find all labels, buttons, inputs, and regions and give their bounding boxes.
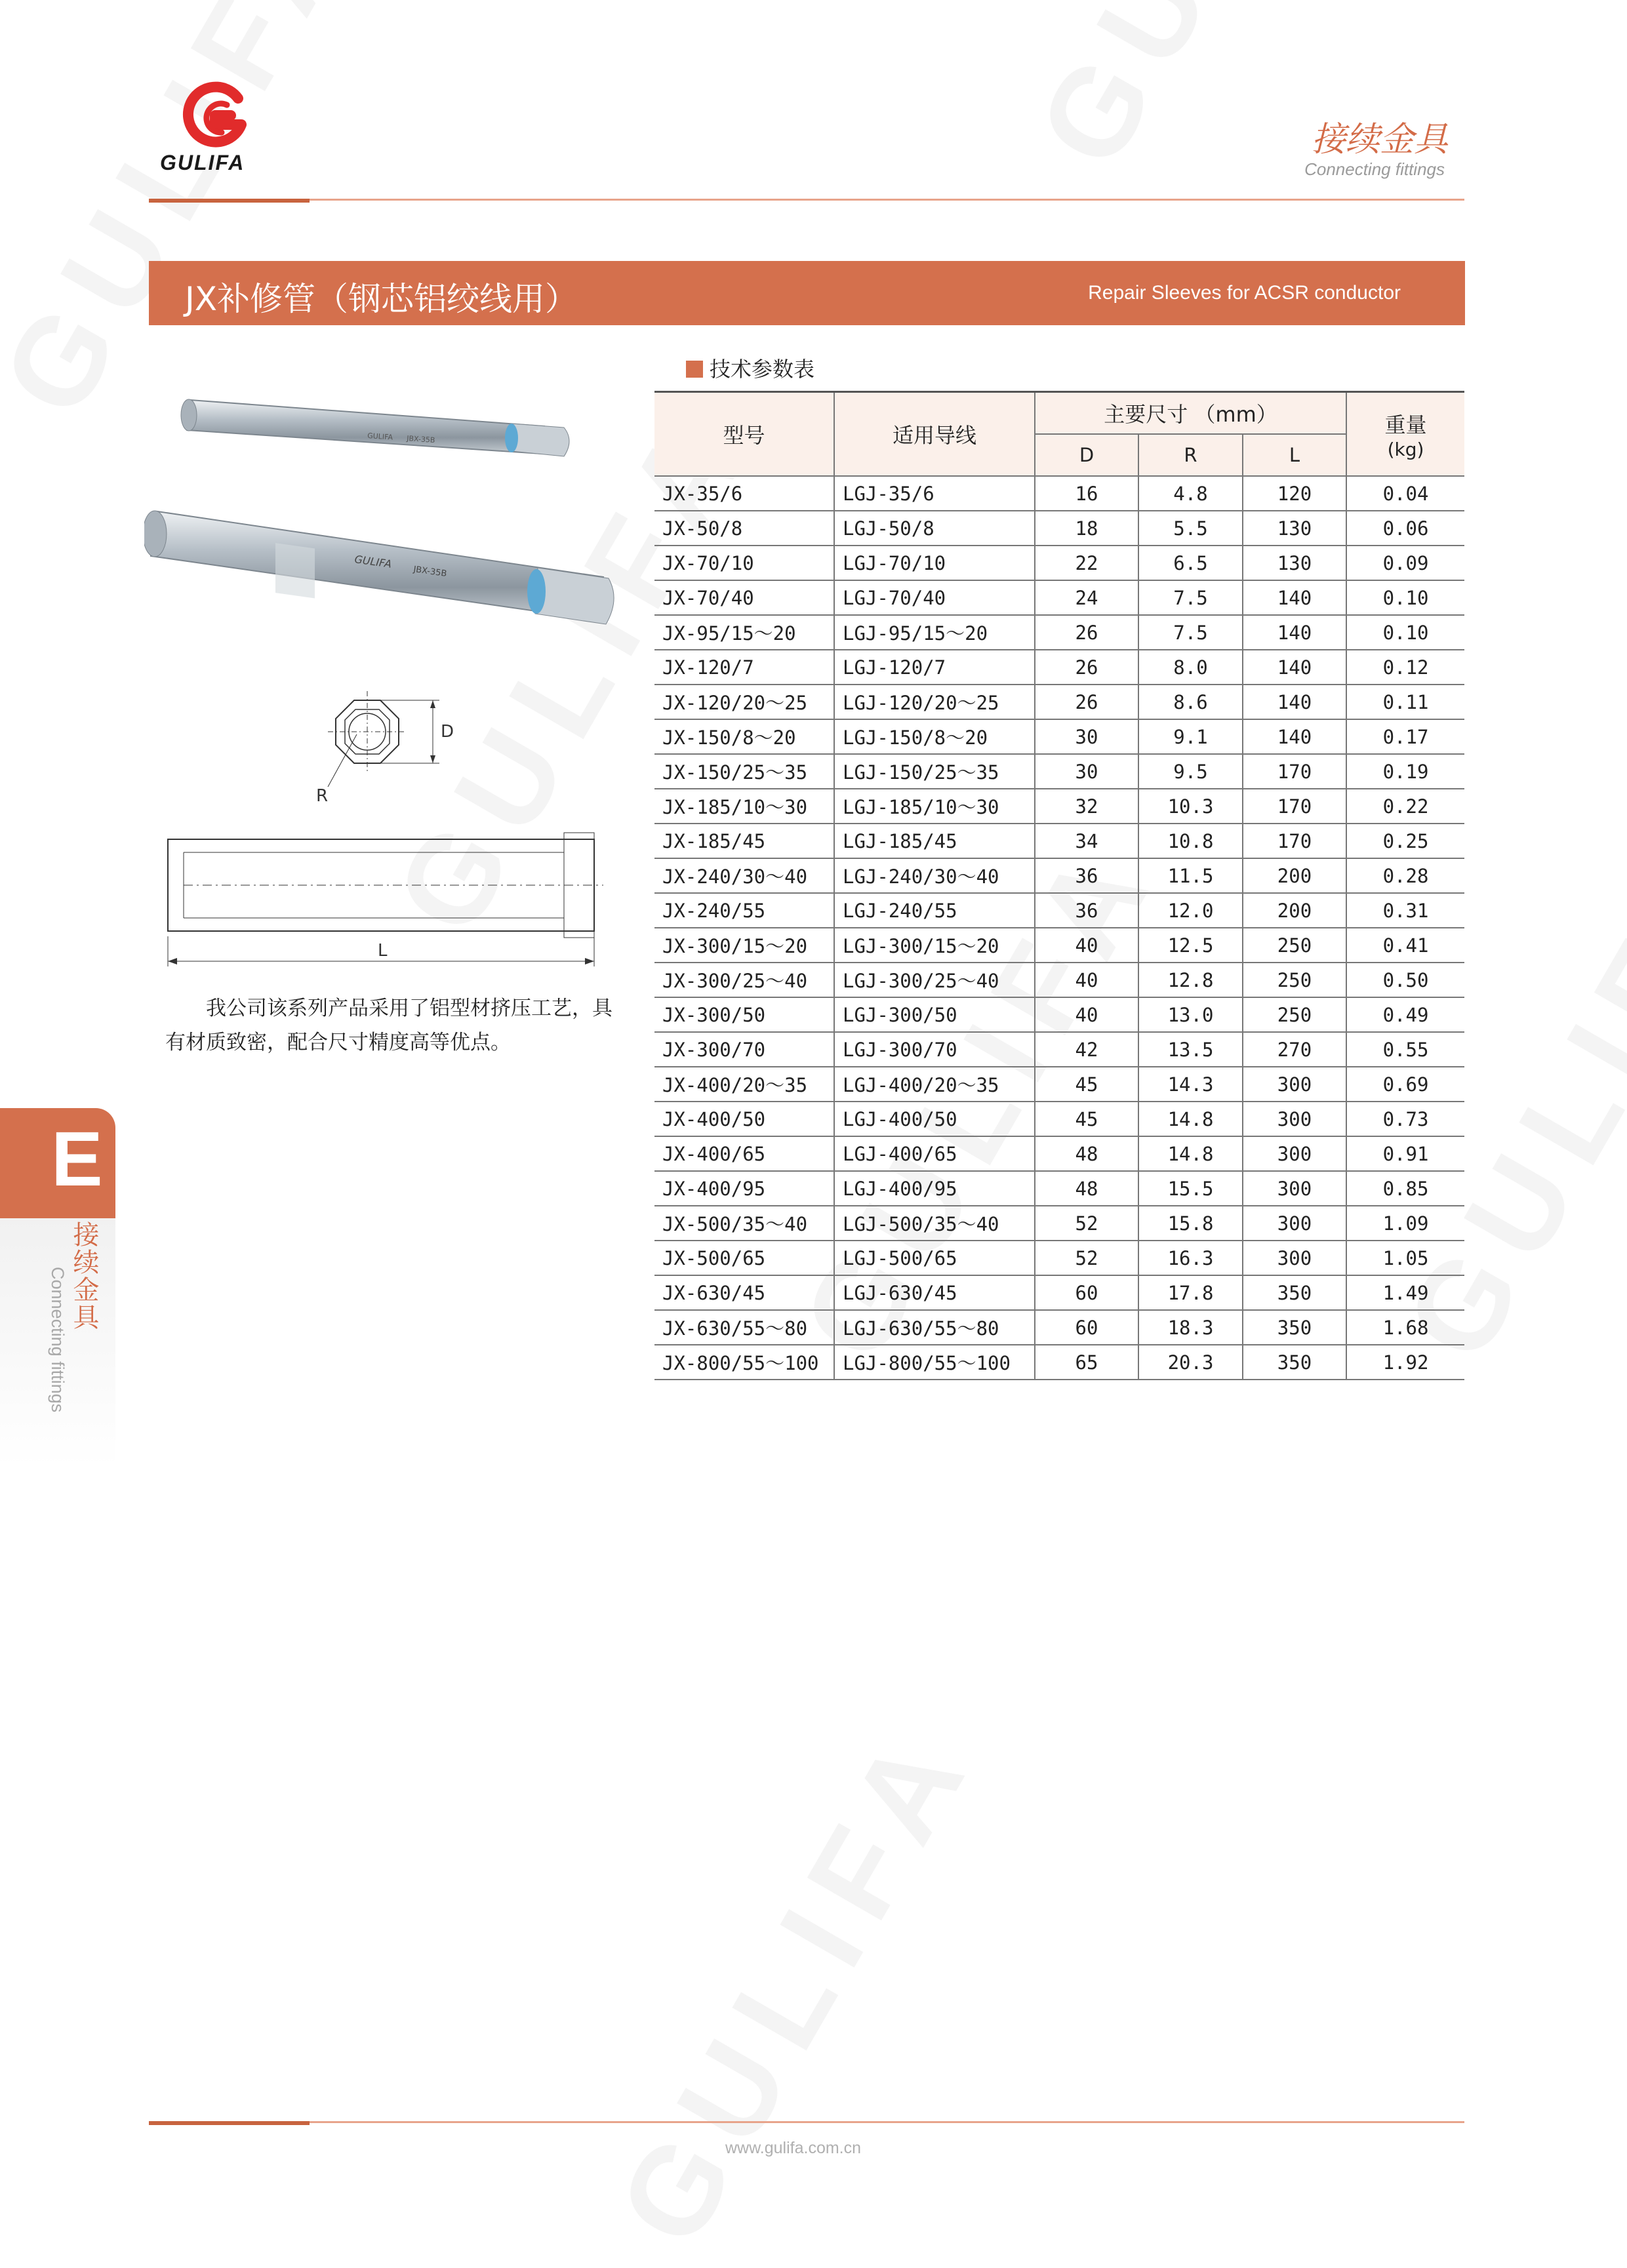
spec-table	[654, 391, 1464, 1380]
cell-model: JX-400/50	[654, 1102, 834, 1136]
cell-r: 13.5	[1138, 1032, 1243, 1067]
cell-conductor: LGJ-630/55～80	[834, 1310, 1035, 1345]
table-row	[654, 1136, 1464, 1171]
cell-conductor: LGJ-300/15～20	[834, 928, 1035, 963]
col-weight-unit: (kg)	[1387, 438, 1424, 460]
header-divider-accent	[149, 199, 310, 203]
table-row	[654, 1206, 1464, 1241]
cell-weight: 1.68	[1346, 1310, 1464, 1345]
col-d: D	[1035, 434, 1138, 476]
cell-r: 11.5	[1138, 858, 1243, 893]
cell-weight: 0.10	[1346, 580, 1464, 615]
cell-d: 60	[1035, 1275, 1138, 1310]
cell-weight: 0.69	[1346, 1067, 1464, 1102]
cell-r: 14.8	[1138, 1102, 1243, 1136]
cell-l: 170	[1243, 789, 1346, 824]
bullet-square-icon	[686, 361, 703, 378]
cell-d: 40	[1035, 928, 1138, 963]
cell-l: 140	[1243, 650, 1346, 685]
side-tab-label-cn: 接续金具	[69, 1221, 99, 1331]
table-row	[654, 1241, 1464, 1275]
cell-l: 300	[1243, 1102, 1346, 1136]
cell-d: 16	[1035, 476, 1138, 511]
cell-conductor: LGJ-70/10	[834, 546, 1035, 580]
cell-model: JX-400/65	[654, 1136, 834, 1171]
cell-weight: 0.17	[1346, 719, 1464, 754]
cell-l: 300	[1243, 1206, 1346, 1241]
cell-d: 30	[1035, 719, 1138, 754]
cell-weight: 0.49	[1346, 997, 1464, 1032]
table-row	[654, 650, 1464, 685]
cell-r: 9.5	[1138, 754, 1243, 789]
cell-r: 12.5	[1138, 928, 1243, 963]
cell-l: 350	[1243, 1275, 1346, 1310]
cell-l: 140	[1243, 615, 1346, 650]
cell-r: 14.3	[1138, 1067, 1243, 1102]
table-row	[654, 546, 1464, 580]
table-title-text: 技术参数表	[710, 357, 815, 382]
side-tab-letter: E	[51, 1116, 103, 1203]
cell-model: JX-800/55～100	[654, 1345, 834, 1380]
cell-r: 12.0	[1138, 893, 1243, 928]
cell-weight: 0.41	[1346, 928, 1464, 963]
cell-d: 36	[1035, 858, 1138, 893]
table-row	[654, 685, 1464, 719]
product-label: GULIFA	[367, 431, 393, 442]
cell-d: 65	[1035, 1345, 1138, 1380]
cell-l: 140	[1243, 580, 1346, 615]
cell-model: JX-630/55～80	[654, 1310, 834, 1345]
cell-weight: 0.85	[1346, 1171, 1464, 1206]
cell-r: 4.8	[1138, 476, 1243, 511]
cell-conductor: LGJ-800/55～100	[834, 1345, 1035, 1380]
section-subtitle: Connecting fittings	[1304, 159, 1445, 179]
cell-l: 300	[1243, 1136, 1346, 1171]
cell-d: 26	[1035, 650, 1138, 685]
cell-conductor: LGJ-95/15～20	[834, 615, 1035, 650]
cell-model: JX-150/8～20	[654, 719, 834, 754]
cell-r: 5.5	[1138, 511, 1243, 546]
cell-model: JX-70/40	[654, 580, 834, 615]
table-row	[654, 858, 1464, 893]
watermark	[0, 0, 385, 439]
cell-conductor: LGJ-300/25～40	[834, 963, 1035, 997]
col-weight	[1346, 392, 1464, 477]
cell-conductor: LGJ-630/45	[834, 1275, 1035, 1310]
cell-conductor: LGJ-185/10～30	[834, 789, 1035, 824]
cell-conductor: LGJ-500/35～40	[834, 1206, 1035, 1241]
cell-l: 120	[1243, 476, 1346, 511]
cell-l: 170	[1243, 824, 1346, 858]
cell-r: 16.3	[1138, 1241, 1243, 1275]
cell-model: JX-120/7	[654, 650, 834, 685]
cell-d: 52	[1035, 1206, 1138, 1241]
cross-section-diagram	[302, 688, 459, 820]
footer-divider	[149, 2121, 1464, 2123]
cell-l: 200	[1243, 893, 1346, 928]
cell-d: 22	[1035, 546, 1138, 580]
watermark	[590, 1699, 1001, 2268]
cell-r: 18.3	[1138, 1310, 1243, 1345]
cell-l: 250	[1243, 963, 1346, 997]
cell-conductor: LGJ-300/50	[834, 997, 1035, 1032]
section-title: 接续金具	[1311, 120, 1448, 159]
cell-model: JX-500/35～40	[654, 1206, 834, 1241]
cell-conductor: LGJ-400/20～35	[834, 1067, 1035, 1102]
cell-model: JX-630/45	[654, 1275, 834, 1310]
cell-weight: 0.91	[1346, 1136, 1464, 1171]
cell-model: JX-150/25～35	[654, 754, 834, 789]
cell-r: 12.8	[1138, 963, 1243, 997]
cell-weight: 0.50	[1346, 963, 1464, 997]
cell-r: 9.1	[1138, 719, 1243, 754]
cell-conductor: LGJ-35/6	[834, 476, 1035, 511]
cell-l: 200	[1243, 858, 1346, 893]
table-row	[654, 1345, 1464, 1380]
cell-d: 36	[1035, 893, 1138, 928]
cell-r: 15.8	[1138, 1206, 1243, 1241]
table-row	[654, 719, 1464, 754]
product-code: JBX-35B	[406, 434, 435, 445]
cell-weight: 0.28	[1346, 858, 1464, 893]
cell-l: 300	[1243, 1241, 1346, 1275]
product-description: 我公司该系列产品采用了铝型材挤压工艺，具有材质致密，配合尺寸精度高等优点。	[165, 997, 613, 1054]
cell-d: 40	[1035, 963, 1138, 997]
table-row	[654, 1032, 1464, 1067]
cell-r: 13.0	[1138, 997, 1243, 1032]
cell-d: 45	[1035, 1102, 1138, 1136]
cell-model: JX-35/6	[654, 476, 834, 511]
cell-model: JX-300/50	[654, 997, 834, 1032]
product-code: JBX-35B	[412, 565, 448, 580]
cell-r: 10.3	[1138, 789, 1243, 824]
cell-l: 130	[1243, 511, 1346, 546]
cell-r: 17.8	[1138, 1275, 1243, 1310]
cell-l: 350	[1243, 1345, 1346, 1380]
cell-model: JX-400/95	[654, 1171, 834, 1206]
cell-conductor: LGJ-240/30～40	[834, 858, 1035, 893]
cell-conductor: LGJ-120/20～25	[834, 685, 1035, 719]
spec-table-body	[654, 476, 1464, 1380]
table-row	[654, 615, 1464, 650]
cell-r: 14.8	[1138, 1136, 1243, 1171]
label-l: L	[378, 941, 388, 961]
brand-name: GULIFA	[160, 151, 245, 174]
cell-conductor: LGJ-400/95	[834, 1171, 1035, 1206]
cell-r: 8.6	[1138, 685, 1243, 719]
table-row	[654, 997, 1464, 1032]
cell-model: JX-400/20～35	[654, 1067, 834, 1102]
cell-d: 26	[1035, 615, 1138, 650]
cell-d: 26	[1035, 685, 1138, 719]
table-row	[654, 1275, 1464, 1310]
label-d: D	[441, 722, 454, 742]
cell-d: 48	[1035, 1136, 1138, 1171]
table-row	[654, 754, 1464, 789]
cell-l: 350	[1243, 1310, 1346, 1345]
side-tab-label-en: Connecting fittings	[48, 1267, 68, 1413]
cell-conductor: LGJ-240/55	[834, 893, 1035, 928]
cell-d: 42	[1035, 1032, 1138, 1067]
cell-d: 24	[1035, 580, 1138, 615]
cell-model: JX-500/65	[654, 1241, 834, 1275]
cell-weight: 0.10	[1346, 615, 1464, 650]
table-row	[654, 1102, 1464, 1136]
cell-l: 250	[1243, 997, 1346, 1032]
col-model: 型号	[654, 392, 834, 477]
cell-l: 140	[1243, 719, 1346, 754]
cell-l: 170	[1243, 754, 1346, 789]
cell-d: 48	[1035, 1171, 1138, 1206]
header-divider	[149, 199, 1464, 201]
cell-weight: 1.09	[1346, 1206, 1464, 1241]
cell-model: JX-185/10～30	[654, 789, 834, 824]
cell-weight: 0.22	[1346, 789, 1464, 824]
product-label: GULIFA	[353, 553, 393, 570]
cell-d: 30	[1035, 754, 1138, 789]
cell-weight: 0.09	[1346, 546, 1464, 580]
cell-weight: 1.92	[1346, 1345, 1464, 1380]
cell-d: 40	[1035, 997, 1138, 1032]
table-row	[654, 789, 1464, 824]
product-banner	[149, 261, 1465, 325]
cell-weight: 0.04	[1346, 476, 1464, 511]
cell-conductor: LGJ-150/25～35	[834, 754, 1035, 789]
product-photo	[144, 380, 630, 643]
cell-r: 6.5	[1138, 546, 1243, 580]
cell-conductor: LGJ-120/7	[834, 650, 1035, 685]
cell-l: 270	[1243, 1032, 1346, 1067]
cell-r: 8.0	[1138, 650, 1243, 685]
cell-weight: 0.11	[1346, 685, 1464, 719]
cell-weight: 1.05	[1346, 1241, 1464, 1275]
col-conductor: 适用导线	[834, 392, 1035, 477]
col-l: L	[1243, 434, 1346, 476]
cell-conductor: LGJ-400/50	[834, 1102, 1035, 1136]
footer-divider-accent	[149, 2121, 310, 2125]
sleeve-small	[181, 399, 569, 456]
table-row	[654, 476, 1464, 511]
cell-weight: 0.31	[1346, 893, 1464, 928]
cell-r: 15.5	[1138, 1171, 1243, 1206]
table-title	[686, 353, 814, 383]
cell-d: 32	[1035, 789, 1138, 824]
table-row	[654, 893, 1464, 928]
table-row	[654, 511, 1464, 546]
cell-conductor: LGJ-185/45	[834, 824, 1035, 858]
cell-l: 300	[1243, 1171, 1346, 1206]
cell-conductor: LGJ-70/40	[834, 580, 1035, 615]
cell-weight: 0.19	[1346, 754, 1464, 789]
gulifa-logo-icon	[176, 79, 254, 151]
cell-r: 10.8	[1138, 824, 1243, 858]
banner-title: JX补修管（钢芯铝绞线用）	[185, 280, 578, 318]
col-dimensions: 主要尺寸 （mm）	[1035, 392, 1346, 435]
cell-model: JX-70/10	[654, 546, 834, 580]
cell-model: JX-240/55	[654, 893, 834, 928]
cell-d: 60	[1035, 1310, 1138, 1345]
col-r: R	[1138, 434, 1243, 476]
cell-conductor: LGJ-50/8	[834, 511, 1035, 546]
col-weight-label: 重量	[1384, 412, 1427, 437]
cell-conductor: LGJ-400/65	[834, 1136, 1035, 1171]
cell-r: 7.5	[1138, 580, 1243, 615]
side-tab	[0, 1108, 115, 1218]
cell-weight: 1.49	[1346, 1275, 1464, 1310]
table-row	[654, 1310, 1464, 1345]
length-diagram	[157, 826, 616, 970]
cell-model: JX-120/20～25	[654, 685, 834, 719]
footer-url[interactable]: www.gulifa.com.cn	[725, 2139, 862, 2157]
cell-d: 52	[1035, 1241, 1138, 1275]
table-row	[654, 963, 1464, 997]
table-row	[654, 1171, 1464, 1206]
cell-l: 130	[1243, 546, 1346, 580]
cell-l: 300	[1243, 1067, 1346, 1102]
cell-l: 140	[1243, 685, 1346, 719]
cell-model: JX-185/45	[654, 824, 834, 858]
cell-weight: 0.12	[1346, 650, 1464, 685]
cell-model: JX-300/70	[654, 1032, 834, 1067]
cell-model: JX-300/25～40	[654, 963, 834, 997]
cell-weight: 0.25	[1346, 824, 1464, 858]
cell-d: 34	[1035, 824, 1138, 858]
table-row	[654, 824, 1464, 858]
label-r: R	[316, 786, 329, 806]
cell-model: JX-50/8	[654, 511, 834, 546]
cell-weight: 0.06	[1346, 511, 1464, 546]
cell-conductor: LGJ-500/65	[834, 1241, 1035, 1275]
cell-conductor: LGJ-300/70	[834, 1032, 1035, 1067]
cell-weight: 0.55	[1346, 1032, 1464, 1067]
table-row	[654, 928, 1464, 963]
cell-model: JX-240/30～40	[654, 858, 834, 893]
cell-weight: 0.73	[1346, 1102, 1464, 1136]
cell-model: JX-95/15～20	[654, 615, 834, 650]
cell-r: 7.5	[1138, 615, 1243, 650]
cell-d: 18	[1035, 511, 1138, 546]
banner-subtitle: Repair Sleeves for ACSR conductor	[1088, 282, 1401, 304]
cell-conductor: LGJ-150/8～20	[834, 719, 1035, 754]
cell-d: 45	[1035, 1067, 1138, 1102]
table-row	[654, 580, 1464, 615]
table-row	[654, 1067, 1464, 1102]
sleeve-large	[144, 511, 614, 624]
cell-model: JX-300/15～20	[654, 928, 834, 963]
cell-r: 20.3	[1138, 1345, 1243, 1380]
cell-l: 250	[1243, 928, 1346, 963]
